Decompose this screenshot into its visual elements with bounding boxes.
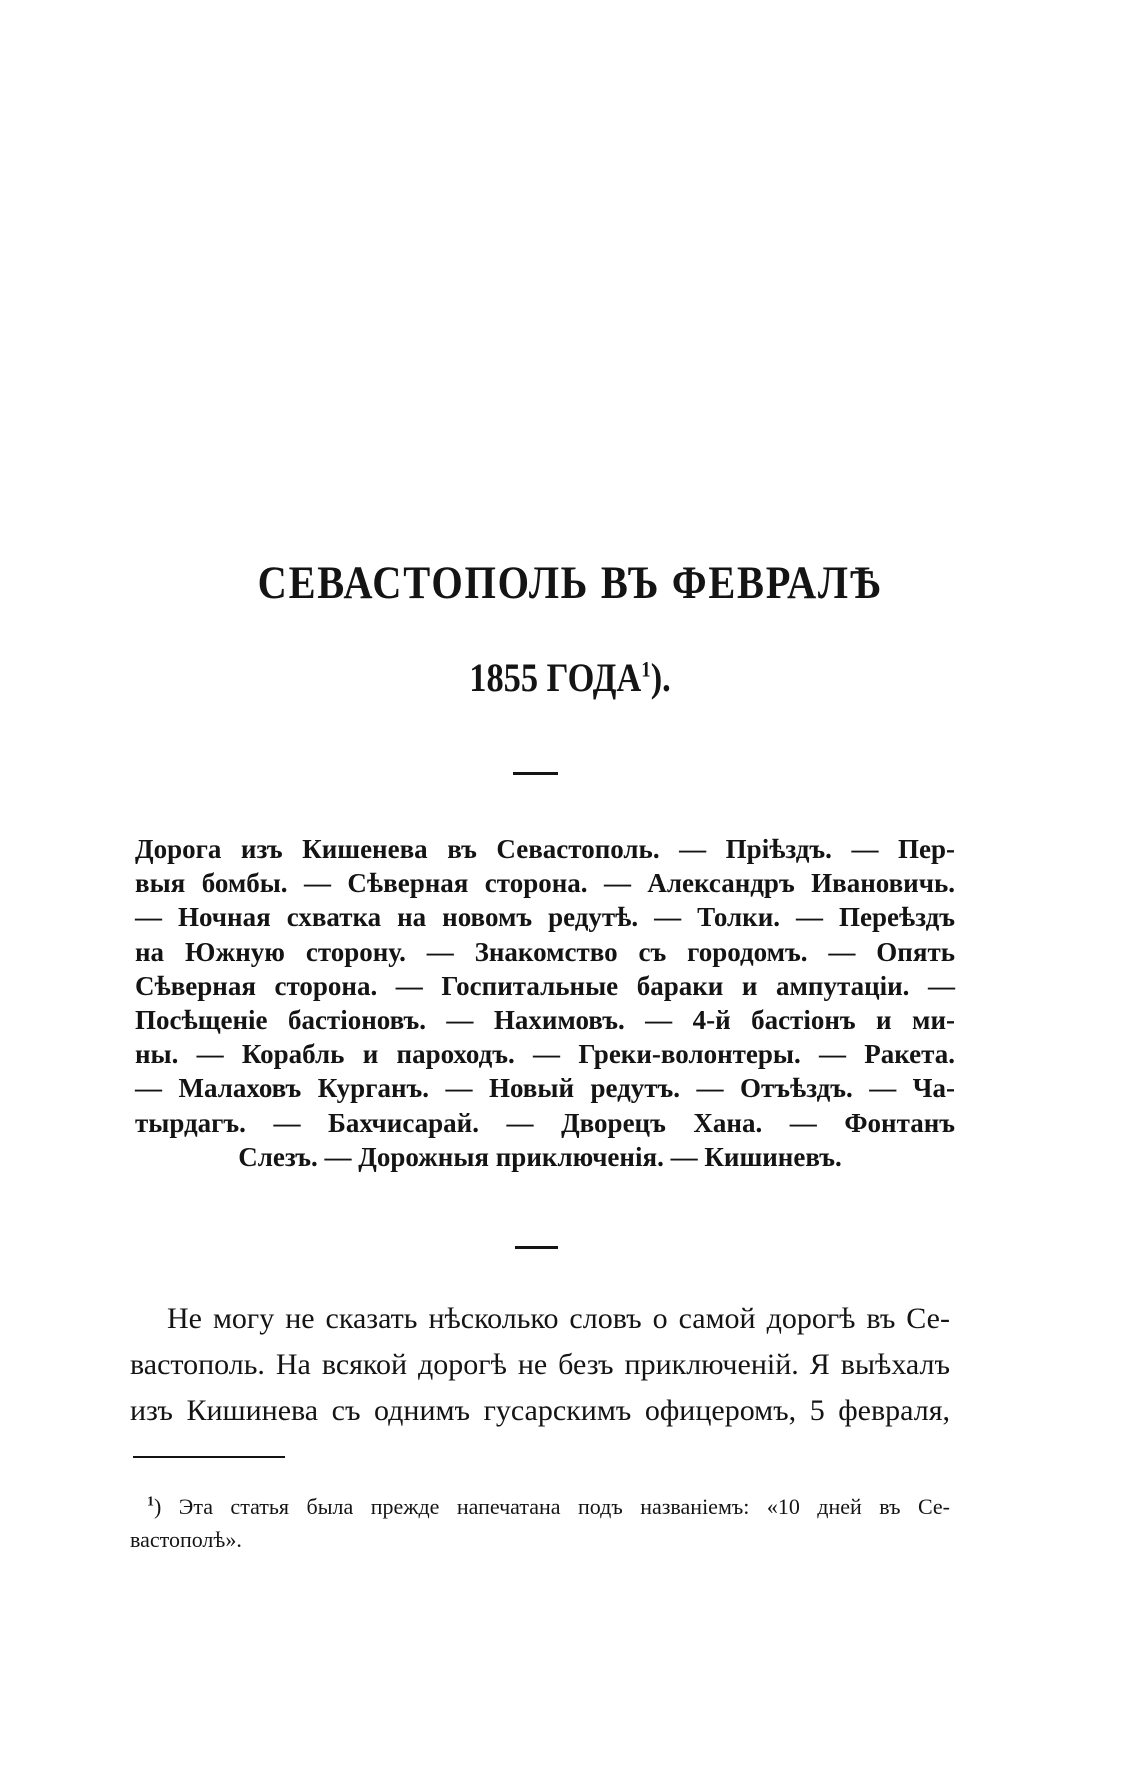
summary-line: Слезъ. — Дорожныя приключенія. — Кишиневъ. [238, 1141, 842, 1172]
summary-line: выя бомбы. — Сѣверная сторона. — Александръ Ивановичь. [135, 868, 955, 899]
body-line: вастополь. На всякой дорогѣ не безъ приключеній. Я выѣхалъ [130, 1348, 950, 1381]
chapter-title: СЕВАСТОПОЛЬ ВЪ ФЕВРАЛѢ [257, 557, 883, 609]
summary-line: Посѣщеніе бастіоновъ. — Нахимовъ. — 4-й бастіонъ и ми- [135, 1005, 955, 1036]
chapter-subtitle [80, 654, 1060, 701]
footnote [130, 1490, 950, 1556]
summary-line: тырдагъ. — Бахчисарай. — Дворецъ Хана. — Фонтанъ [135, 1107, 955, 1138]
summary-line: — Ночная схватка на новомъ редутѣ. — Толки. — Переѣздъ [135, 902, 955, 933]
body-line: Не могу не сказать нѣсколько словъ о самой дорогѣ въ Се- [167, 1302, 950, 1335]
footnote-line [130, 1490, 950, 1523]
chapter-summary [135, 832, 955, 1174]
subtitle-year: 1855 ГОДА [469, 655, 642, 700]
summary-line: Дорога изъ Кишенева въ Севастополь. — Пріѣздъ. — Пер- [135, 834, 955, 864]
footnote-line: вастополѣ». [130, 1527, 242, 1552]
footnote-mark: 1 [147, 1494, 154, 1510]
footnote-reference: 1 [641, 656, 651, 682]
subtitle-close: ). [650, 655, 671, 700]
section-divider-bottom [515, 1246, 558, 1249]
summary-line: на Южную сторону. — Знакомство съ городомъ. — Опять [135, 936, 955, 967]
summary-line: Сѣверная сторона. — Госпитальные бараки и ампутаціи. — [135, 970, 955, 1001]
footnote-text: ) Эта статья была прежде напечатана подъ названіемъ: «10 дней въ Се- [154, 1494, 950, 1519]
footnote-rule [133, 1456, 285, 1458]
summary-line: ны. — Корабль и пароходъ. — Греки-волонтеры. — Ракета. [135, 1039, 955, 1070]
summary-line: — Малаховъ Курганъ. — Новый редутъ. — Отъѣздъ. — Ча- [135, 1073, 955, 1104]
body-line: изъ Кишинева съ однимъ гусарскимъ офицеромъ, 5 февраля, [130, 1394, 950, 1427]
section-divider-top [513, 772, 558, 775]
body-paragraph [130, 1296, 950, 1434]
